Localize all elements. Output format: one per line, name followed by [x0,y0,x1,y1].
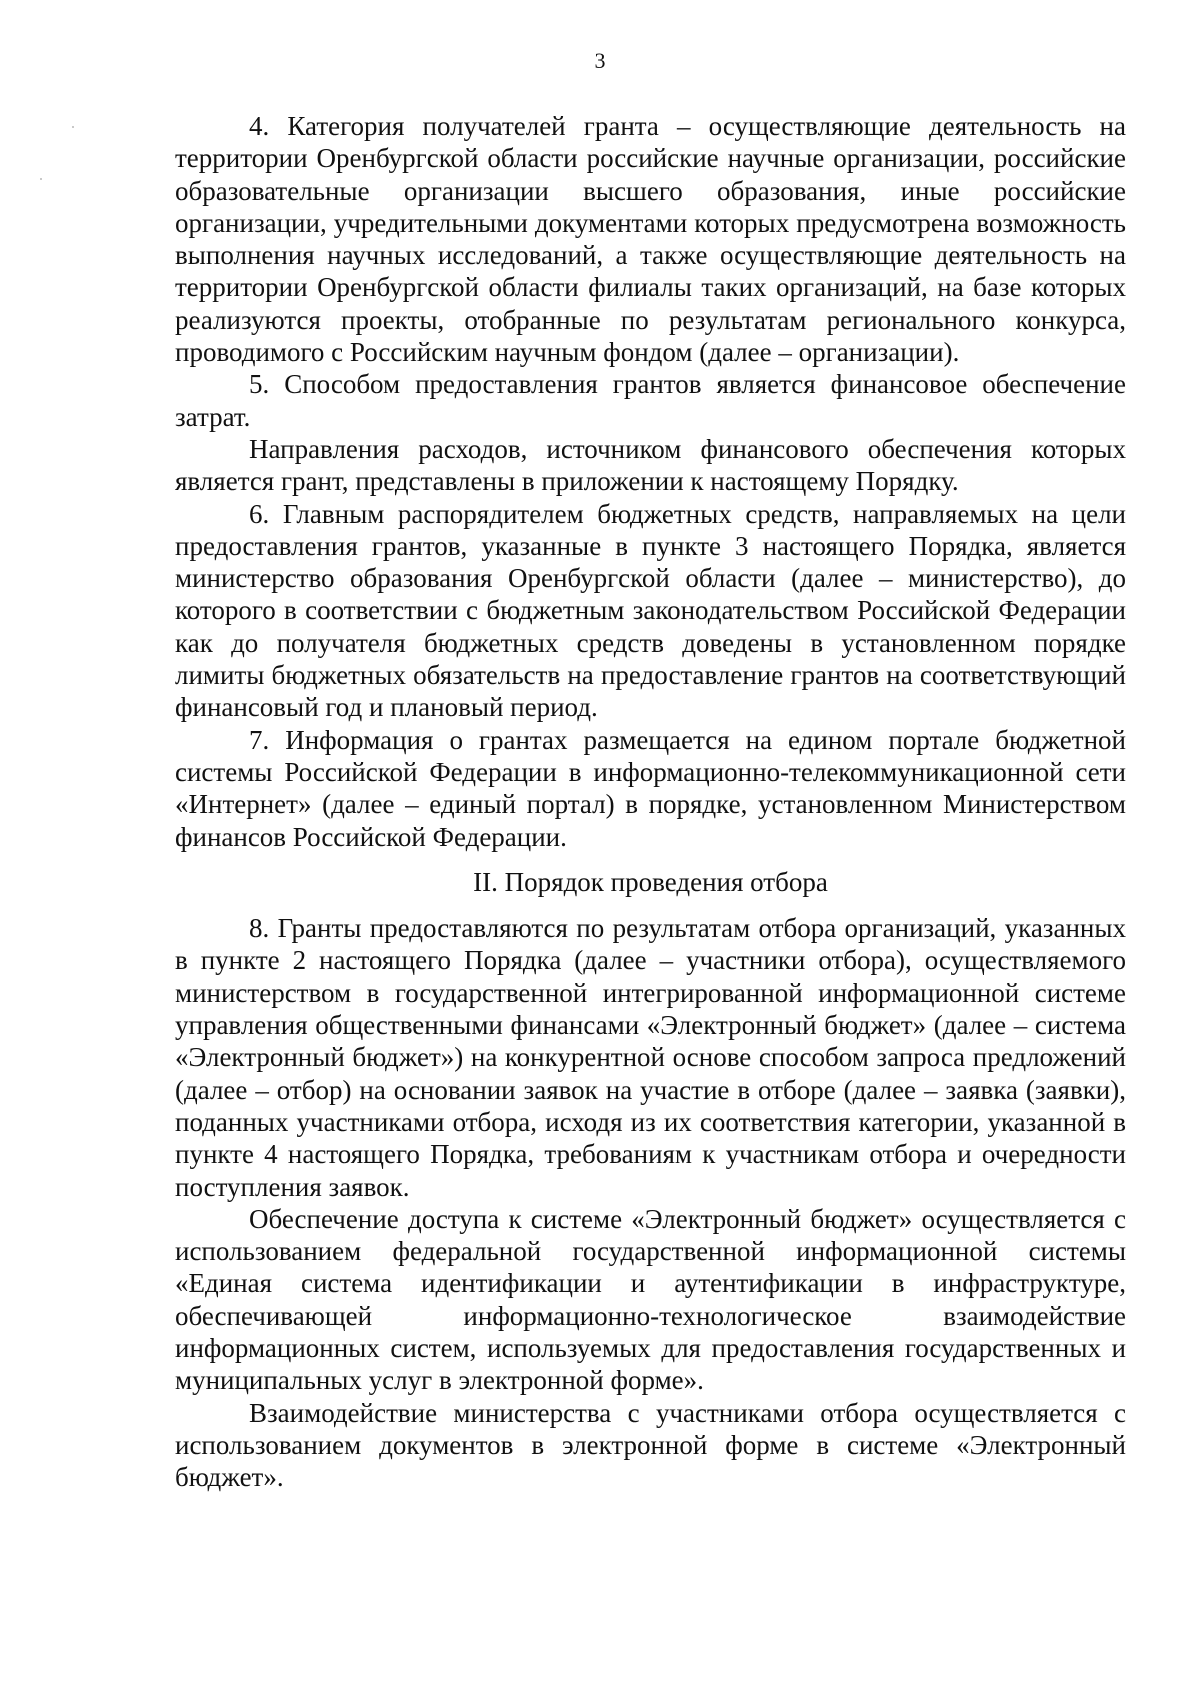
paragraph-item-7: 7. Информация о грантах размещается на едином портале бюджетной системы Российской Федерации в информационно-телекоммуникационной сети «Интернет» (далее – единый портал) в порядке, установленном Министерством финансов Российской Федерации. [175,724,1126,852]
scan-artifact [40,178,42,180]
paragraph-item-8: 8. Гранты предоставляются по результатам отбора организаций, указанных в пункте 2 настоящего Порядка (далее – участники отбора), осуществляемого министерством в государственной интегрированной информационной системе управления общественными финансами «Электронный бюджет» (далее – система «Электронный бюджет») на конкурентной основе способом запроса предложений (далее – отбор) на основании заявок на участие в отборе (далее – заявка (заявки), поданных участниками отбора, исходя из их соответствия категории, указанной в пункте 4 настоящего Порядка, требованиям к участникам отбора и очередности поступления заявок. [175,913,1126,1202]
paragraph-item-6: 6. Главным распорядителем бюджетных средств, направляемых на цели предоставления грантов, указанные в пункте 3 настоящего Порядка, является министерство образования Оренбургской области (далее – министерство), до которого в соответствии с бюджетным законодательством Российской Федерации как до получателя бюджетных средств доведены в установленном порядке лимиты бюджетных обязательств на предоставление грантов на соответствующий финансовый год и плановый период. [175,498,1126,723]
scan-artifact [72,126,74,128]
paragraph-ministry-interaction: Взаимодействие министерства с участниками отбора осуществляется с использованием документов в электронной форме в системе «Электронный бюджет». [175,1397,1126,1493]
page-number: 3 [594,48,606,73]
section-heading: II. Порядок проведения отбора [473,866,828,897]
document-body [175,110,1126,1493]
paragraph-item-5: 5. Способом предоставления грантов является финансовое обеспечение затрат. [175,369,1126,432]
paragraph-system-access: Обеспечение доступа к системе «Электронный бюджет» осуществляется с использованием федеральной государственной информационной системы «Единая система идентификации и аутентификации в инфраструктуре, обеспечивающей информационно-технологическое взаимодействие информационных систем, используемых для предоставления государственных и муниципальных услуг в электронной форме». [175,1203,1126,1396]
paragraph-expense-directions: Направления расходов, источником финансового обеспечения которых является грант, представлены в приложении к настоящему Порядку. [175,433,1126,497]
paragraph-item-4: 4. Категория получателей гранта – осуществляющие деятельность на территории Оренбургской области российские научные организации, российские образовательные организации высшего образования, иные российские организации, учредительными документами которых предусмотрена возможность выполнения научных исследований, а также осуществляющие деятельность на территории Оренбургской области филиалы таких организаций, на базе которых реализуются проекты, отобранные по результатам регионального конкурса, проводимого с Российским научным фондом (далее – организации). [175,111,1126,368]
